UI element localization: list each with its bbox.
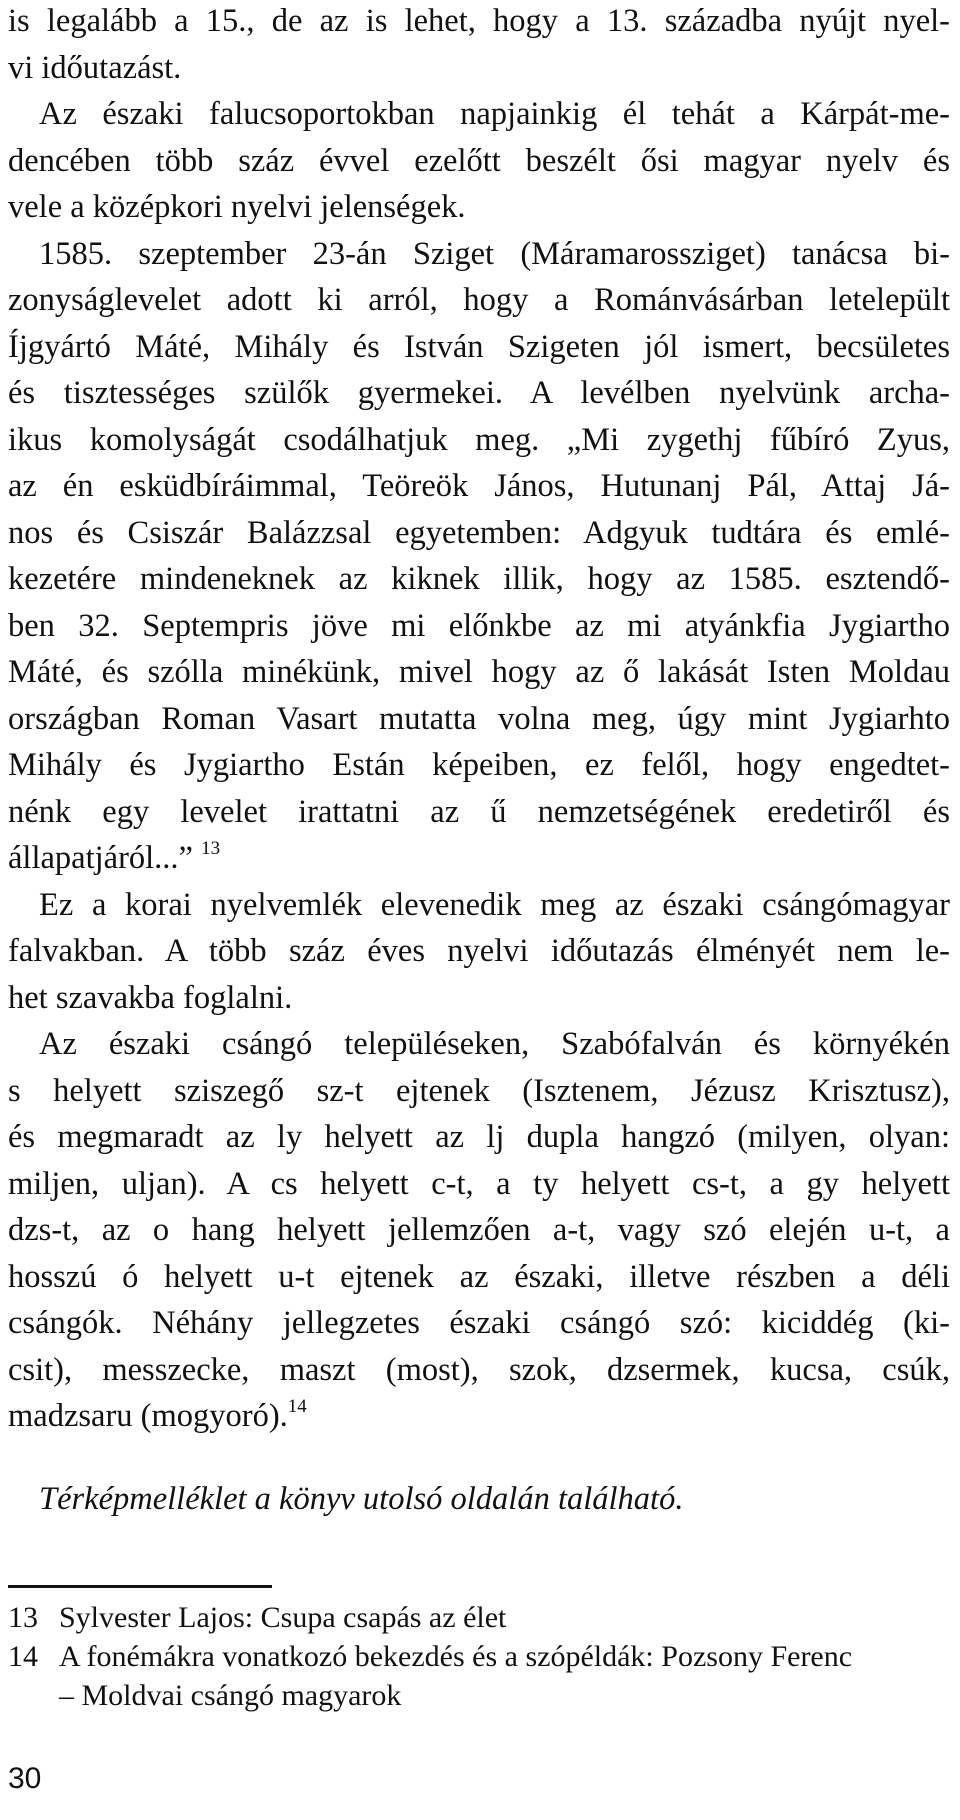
footnote-number: 14 <box>8 1640 38 1673</box>
text-line: Máté, és szólla minékünk, mivel hogy az ő lakását Isten Moldau <box>8 654 950 690</box>
text-line: országban Roman Vasart mutatta volna meg, úgy mint Jygiarhto <box>8 700 950 737</box>
text-line: csángók. Néhány jellegzetes északi csángó szó: kiciddég (ki- <box>8 1305 950 1341</box>
text-line: Az északi falucsoportokban napjainkig él tehát a Kárpát-me- <box>39 96 950 132</box>
footnotes <box>8 1598 950 1715</box>
footnote-text-continuation: – Moldvai csángó magyarok <box>59 1679 402 1712</box>
body-text <box>8 0 950 1522</box>
text-line: nénk egy levelet irattatni az ű nemzetségének eredetiről és <box>8 793 950 830</box>
text-line: 1585. szeptember 23-án Sziget (Máramarossziget) tanácsa bi- <box>39 235 950 272</box>
footnote-text: A fonémákra vonatkozó bekezdés és a szópéldák: Pozsony Ferenc <box>59 1640 853 1673</box>
page-number: 30 <box>8 1762 42 1795</box>
spacer <box>8 1440 950 1476</box>
text-line: dzs-t, az o hang helyett jellemzően a-t, vagy szó elején u-t, a <box>8 1212 950 1248</box>
text-line: zonyságlevelet adott ki arról, hogy a Románvásárban letelepült <box>8 282 950 318</box>
footnote <box>8 1598 950 1637</box>
text-line: hosszú ó helyett u-t ejtenek az északi, illetve részben a déli <box>8 1258 950 1295</box>
text-line: nos és Csiszár Balázzsal egyetemben: Adgyuk tudtára és emlé- <box>8 514 950 551</box>
text-line: kezetére mindeneknek az kiknek illik, hogy az 1585. esztendő- <box>8 561 950 597</box>
text-line <box>8 1393 950 1440</box>
map-note: Térképmelléklet a könyv utolsó oldalán található. <box>39 1480 684 1517</box>
text-line-content: állapatjáról...” <box>8 840 193 876</box>
text-line: ben 32. Septempris jöve mi előnkbe az mi atyánkfia Jygiartho <box>8 607 950 644</box>
footnote-text: Sylvester Lajos: Csupa csapás az élet <box>59 1601 507 1634</box>
footnote-ref: 13 <box>201 838 221 860</box>
footnote <box>8 1637 950 1676</box>
text-line: Mihály és Jygiartho Están képeiben, ez felől, hogy engedtet- <box>8 747 950 783</box>
text-line: dencében több száz évvel ezelőtt beszélt ősi magyar nyelv és <box>8 142 950 179</box>
text-line: falvakban. A több száz éves nyelvi időutazás élményét nem le- <box>8 933 950 969</box>
text-line: vi időutazást. <box>8 49 182 86</box>
text-line-content: madzsaru (mogyoró). <box>8 1398 288 1434</box>
text-line: csit), messzecke, maszt (most), szok, dzsermek, kucsa, csúk, <box>8 1351 950 1388</box>
text-line: is legalább a 15., de az is lehet, hogy a 13. századba nyújt nyel- <box>8 3 950 39</box>
text-line: Az északi csángó településeken, Szabófalván és környékén <box>39 1026 950 1062</box>
footnote-separator <box>8 1585 272 1588</box>
text-line <box>8 835 950 882</box>
text-line: Íjgyártó Máté, Mihály és István Szigeten jól ismert, becsületes <box>8 328 950 365</box>
footnote-number: 13 <box>8 1601 38 1634</box>
footnote-ref: 14 <box>287 1396 307 1418</box>
text-line: és tisztességes szülők gyermekei. A levélben nyelvünk archa- <box>8 375 950 411</box>
text-line: vele a középkori nyelvi jelenségek. <box>8 189 466 225</box>
text-line: miljen, uljan). A cs helyett c-t, a ty helyett cs-t, a gy helyett <box>8 1165 950 1202</box>
text-line: ikus komolyságát csodálhatjuk meg. „Mi zygethj fűbíró Zyus, <box>8 421 950 458</box>
text-line: het szavakba foglalni. <box>8 979 293 1016</box>
text-line: és megmaradt az ly helyett az lj dupla hangzó (milyen, olyan: <box>8 1119 950 1155</box>
text-line: az én esküdbíráimmal, Teöreök János, Hutunanj Pál, Attaj Já- <box>8 468 950 504</box>
text-line: Ez a korai nyelvemlék elevenedik meg az északi csángómagyar <box>39 886 950 923</box>
text-line: s helyett sziszegő sz-t ejtenek (Isztenem, Jézusz Krisztusz), <box>8 1072 950 1109</box>
